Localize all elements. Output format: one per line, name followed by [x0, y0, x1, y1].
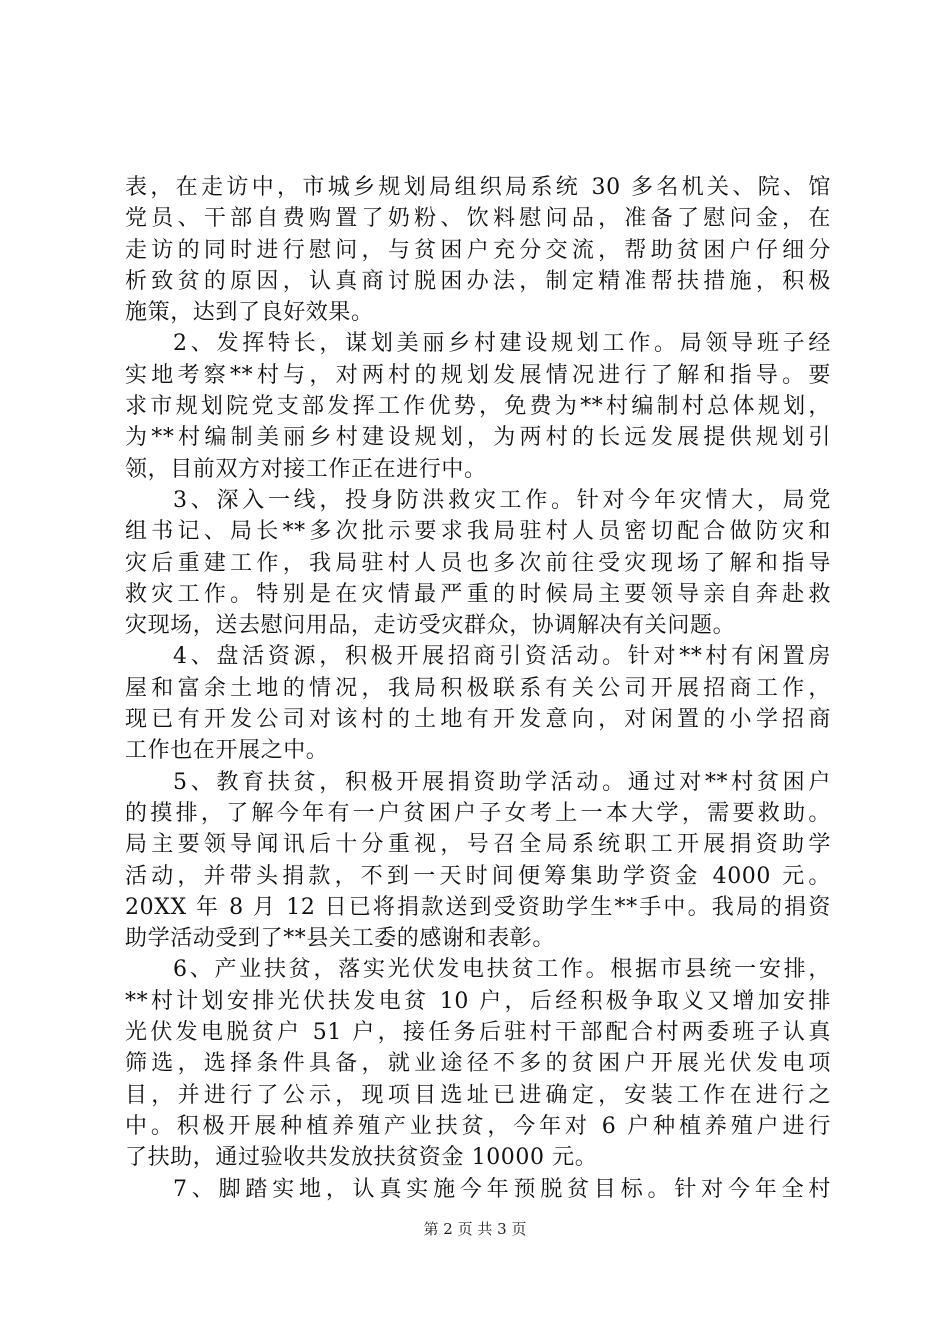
text-line: 灾现场，送去慰问用品，走访受灾群众，协调解决有关问题。	[125, 613, 736, 639]
text-line: 中。积极开展种植养殖产业扶贫，今年对 6 户种植养殖户进行	[125, 1113, 831, 1139]
text-line: 走访的同时进行慰问，与贫困户充分交流，帮助贫困户仔细分	[125, 237, 831, 263]
text-line: 3、深入一线，投身防洪救灾工作。针对今年灾情大，局党	[173, 487, 831, 513]
text-line: 析致贫的原因，认真商讨脱困办法，制定精准帮扶措施，积极	[125, 268, 831, 294]
text-line: 领，目前双方对接工作正在进行中。	[125, 456, 487, 482]
text-line: 救灾工作。特别是在灾情最严重的时候局主要领导亲自奔赴救	[125, 581, 831, 607]
text-line: 施策，达到了良好效果。	[125, 300, 374, 326]
page-footer: 第 2 页 共 3 页	[423, 1220, 527, 1238]
text-line: 现已有开发公司对该村的土地有开发意向，对闲置的小学招商	[125, 707, 831, 733]
text-line: 6、产业扶贫，落实光伏发电扶贫工作。根据市县统一安排，	[173, 957, 831, 983]
text-line: 目，并进行了公示，现项目选址已进确定，安装工作在进行之	[125, 1082, 831, 1108]
text-line: 筛选，选择条件具备，就业途径不多的贫困户开展光伏发电项	[125, 1051, 831, 1077]
text-line: 7、脚踏实地，认真实施今年预脱贫目标。针对今年全村	[173, 1176, 831, 1202]
text-line: 组书记、局长**多次批示要求我局驻村人员密切配合做防灾和	[125, 519, 831, 545]
text-line: 屋和富余土地的情况，我局积极联系有关公司开展招商工作，	[125, 675, 831, 701]
text-line: 局主要领导闻讯后十分重视，号召全局系统职工开展捐资助学	[125, 832, 831, 858]
text-line: 实地考察**村与，对两村的规划发展情况进行了解和指导。要	[125, 362, 831, 388]
document-body	[125, 172, 831, 1205]
text-line: 4、盘活资源，积极开展招商引资活动。针对**村有闲置房	[173, 644, 831, 670]
text-line: 党员、干部自费购置了奶粉、饮料慰问品，准备了慰问金，在	[125, 206, 831, 232]
text-line: 工作也在开展之中。	[125, 738, 329, 764]
text-line: 表，在走访中，市城乡规划局组织局系统 30 多名机关、院、馆	[125, 175, 831, 200]
text-line: 为**村编制美丽乡村建设规划，为两村的长远发展提供规划引	[125, 425, 831, 451]
text-line: 活动，并带头捐款，不到一天时间便筹集助学资金 4000 元。	[125, 863, 831, 889]
text-line: 求市规划院党支部发挥工作优势，免费为**村编制村总体规划，	[125, 394, 831, 420]
text-line: 2、发挥特长，谋划美丽乡村建设规划工作。局领导班子经	[173, 331, 831, 357]
text-line: 了扶助，通过验收共发放扶贫资金 10000 元。	[125, 1145, 598, 1171]
text-line: **村计划安排光伏扶发电贫 10 户，后经积极争取义又增加安排	[125, 988, 831, 1014]
text-line: 灾后重建工作，我局驻村人员也多次前往受灾现场了解和指导	[125, 550, 831, 576]
text-line: 5、教育扶贫，积极开展捐资助学活动。通过对**村贫困户	[173, 769, 831, 795]
text-line: 的摸排，了解今年有一户贫困户子女考上一本大学，需要救助。	[125, 800, 831, 826]
text-line: 助学活动受到了**县关工委的感谢和表彰。	[125, 926, 556, 952]
text-line: 20XX 年 8 月 12 日已将捐款送到受资助学生**手中。我局的捐资	[125, 894, 831, 920]
text-line: 光伏发电脱贫户 51 户，接任务后驻村干部配合村两委班子认真	[125, 1020, 831, 1046]
